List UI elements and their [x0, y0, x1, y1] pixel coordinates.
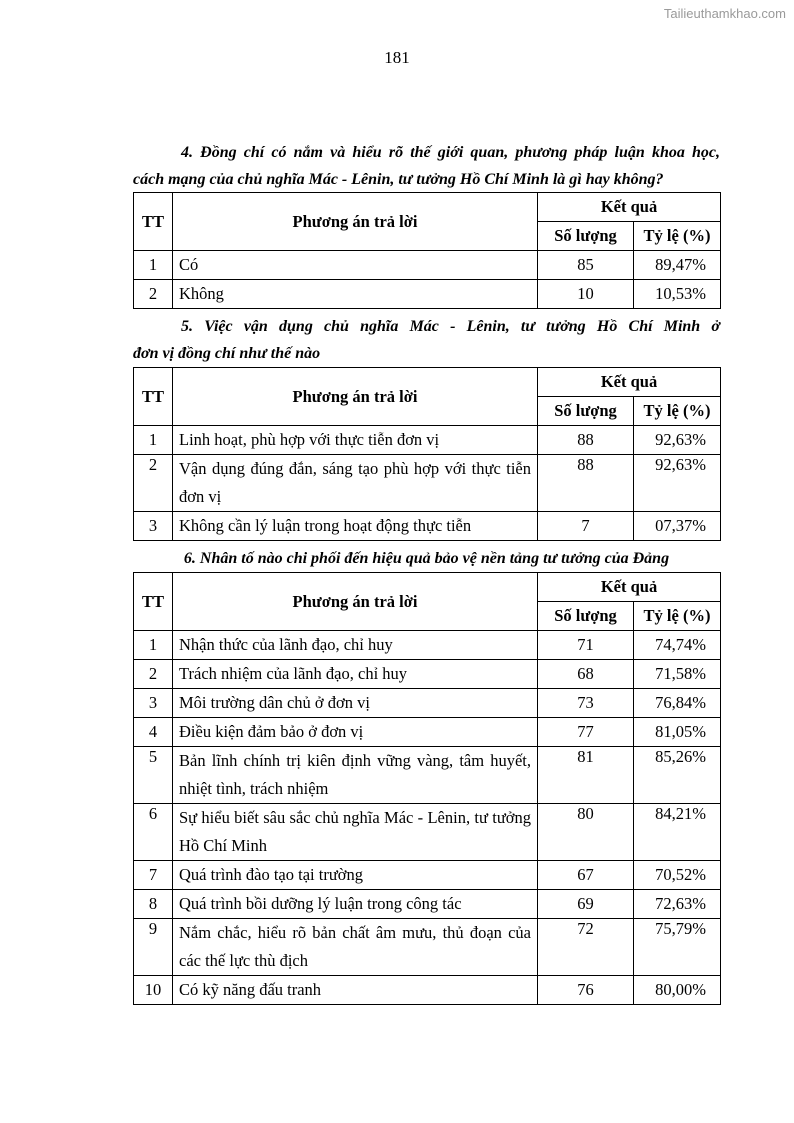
cell-answer: Vận dụng đúng đắn, sáng tạo phù hợp với thực tiễn đơn vị: [173, 455, 538, 512]
cell-answer: Quá trình bồi dưỡng lý luận trong công tác: [173, 890, 538, 919]
cell-rate: 92,63%: [634, 426, 721, 455]
header-answer: Phương án trả lời: [173, 573, 538, 631]
cell-rate: 70,52%: [634, 861, 721, 890]
table-row: [134, 426, 721, 455]
cell-rate: 80,00%: [634, 976, 721, 1005]
cell-tt: 5: [134, 747, 173, 804]
header-rate: Tỷ lệ (%): [634, 222, 721, 251]
table-question-4: [133, 192, 721, 309]
cell-tt: 2: [134, 280, 173, 309]
cell-rate: 85,26%: [634, 747, 721, 804]
header-count: Số lượng: [538, 222, 634, 251]
question-4: [133, 139, 720, 193]
header-rate: Tỷ lệ (%): [634, 602, 721, 631]
cell-tt: 3: [134, 689, 173, 718]
cell-tt: 6: [134, 804, 173, 861]
cell-answer: Nắm chắc, hiểu rõ bản chất âm mưu, thủ đoạn của các thế lực thù địch: [173, 919, 538, 976]
cell-rate: 75,79%: [634, 919, 721, 976]
cell-answer: Sự hiểu biết sâu sắc chủ nghĩa Mác - Lênin, tư tưởng Hồ Chí Minh: [173, 804, 538, 861]
question-6-line-1: 6. Nhân tố nào chi phối đến hiệu quả bảo vệ nền tảng tư tưởng của Đảng: [183, 550, 670, 567]
table-row: [134, 631, 721, 660]
header-result: Kết quả: [538, 573, 721, 602]
cell-answer: Không: [173, 280, 538, 309]
cell-count: 85: [538, 251, 634, 280]
table-row: [134, 280, 721, 309]
watermark-text: Tailieuthamkhao.com: [663, 6, 786, 21]
table-row: [134, 804, 721, 861]
cell-count: 88: [538, 455, 634, 512]
cell-count: 71: [538, 631, 634, 660]
cell-count: 76: [538, 976, 634, 1005]
cell-count: 69: [538, 890, 634, 919]
header-tt: TT: [134, 193, 173, 251]
cell-answer: Có kỹ năng đấu tranh: [173, 976, 538, 1005]
cell-tt: 1: [134, 426, 173, 455]
cell-rate: 74,74%: [634, 631, 721, 660]
cell-answer: Nhận thức của lãnh đạo, chỉ huy: [173, 631, 538, 660]
cell-rate: 89,47%: [634, 251, 721, 280]
cell-tt: 2: [134, 660, 173, 689]
header-result: Kết quả: [538, 368, 721, 397]
cell-count: 7: [538, 512, 634, 541]
cell-count: 72: [538, 919, 634, 976]
cell-answer: Quá trình đào tạo tại trường: [173, 861, 538, 890]
question-4-line-1: 4. Đồng chí có nắm và hiểu rõ thế giới quan, phương pháp luận khoa học,: [181, 144, 720, 161]
header-tt: TT: [134, 573, 173, 631]
cell-answer: Điều kiện đảm bảo ở đơn vị: [173, 718, 538, 747]
cell-rate: 76,84%: [634, 689, 721, 718]
cell-count: 88: [538, 426, 634, 455]
cell-answer: Bản lĩnh chính trị kiên định vững vàng, tâm huyết, nhiệt tình, trách nhiệm: [173, 747, 538, 804]
question-5-line-2: đơn vị đồng chí như thế nào: [133, 345, 321, 362]
header-rate: Tỷ lệ (%): [634, 397, 721, 426]
table-row: [134, 455, 721, 512]
table-row: [134, 919, 721, 976]
table-row: [134, 976, 721, 1005]
table-row: [134, 660, 721, 689]
cell-rate: 71,58%: [634, 660, 721, 689]
cell-count: 77: [538, 718, 634, 747]
table-row: [134, 512, 721, 541]
cell-count: 73: [538, 689, 634, 718]
table-question-5: [133, 367, 721, 541]
table-question-6: [133, 572, 721, 1005]
page-number: 181: [384, 48, 410, 67]
question-4-line-2: cách mạng của chủ nghĩa Mác - Lênin, tư tưởng Hồ Chí Minh là gì hay không?: [133, 171, 664, 188]
cell-tt: 2: [134, 455, 173, 512]
cell-count: 10: [538, 280, 634, 309]
question-6: [133, 545, 720, 572]
cell-count: 68: [538, 660, 634, 689]
cell-answer: Trách nhiệm của lãnh đạo, chỉ huy: [173, 660, 538, 689]
cell-rate: 81,05%: [634, 718, 721, 747]
cell-count: 80: [538, 804, 634, 861]
question-5: [133, 313, 720, 367]
cell-tt: 1: [134, 631, 173, 660]
cell-count: 81: [538, 747, 634, 804]
cell-rate: 92,63%: [634, 455, 721, 512]
cell-tt: 8: [134, 890, 173, 919]
cell-answer: Linh hoạt, phù hợp với thực tiễn đơn vị: [173, 426, 538, 455]
cell-answer: Không cần lý luận trong hoạt động thực tiễn: [173, 512, 538, 541]
header-tt: TT: [134, 368, 173, 426]
cell-tt: 3: [134, 512, 173, 541]
cell-answer: Có: [173, 251, 538, 280]
question-5-line-1: 5. Việc vận dụng chủ nghĩa Mác - Lênin, tư tưởng Hồ Chí Minh ở: [181, 318, 720, 335]
table-row: [134, 718, 721, 747]
cell-tt: 9: [134, 919, 173, 976]
cell-tt: 10: [134, 976, 173, 1005]
cell-tt: 7: [134, 861, 173, 890]
cell-rate: 07,37%: [634, 512, 721, 541]
header-count: Số lượng: [538, 602, 634, 631]
table-row: [134, 861, 721, 890]
table-row: [134, 251, 721, 280]
header-count: Số lượng: [538, 397, 634, 426]
cell-rate: 84,21%: [634, 804, 721, 861]
cell-rate: 72,63%: [634, 890, 721, 919]
cell-tt: 1: [134, 251, 173, 280]
table-row: [134, 890, 721, 919]
table-row: [134, 747, 721, 804]
cell-tt: 4: [134, 718, 173, 747]
cell-rate: 10,53%: [634, 280, 721, 309]
header-result: Kết quả: [538, 193, 721, 222]
header-answer: Phương án trả lời: [173, 193, 538, 251]
table-row: [134, 689, 721, 718]
header-answer: Phương án trả lời: [173, 368, 538, 426]
cell-answer: Môi trường dân chủ ở đơn vị: [173, 689, 538, 718]
cell-count: 67: [538, 861, 634, 890]
